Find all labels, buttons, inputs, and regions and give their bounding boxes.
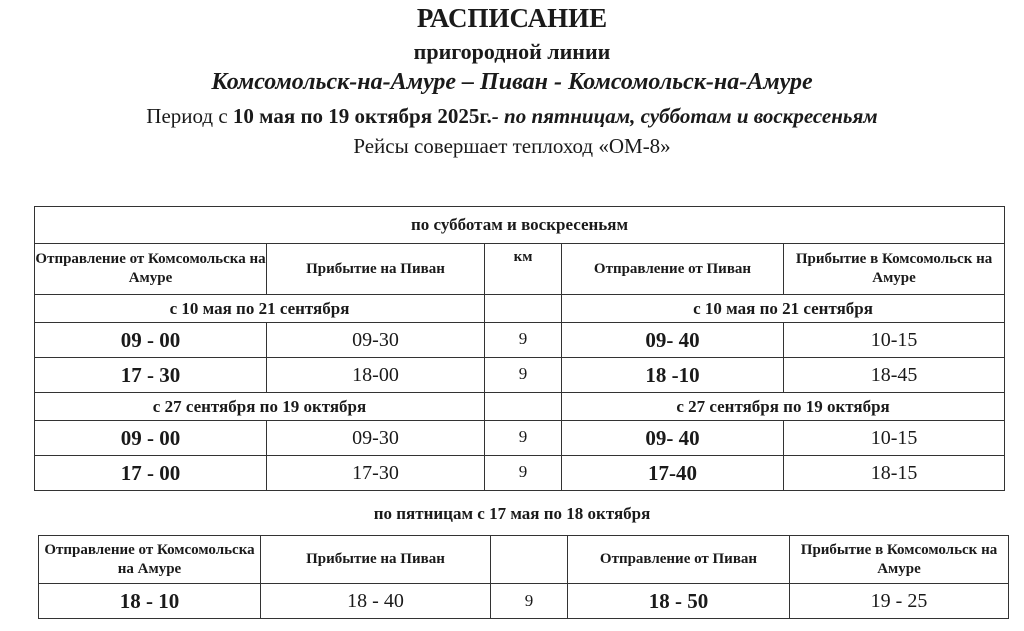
header-dep-pivan: Отправление от Пиван (562, 244, 784, 295)
km-value: 9 (485, 421, 562, 456)
arr-back-time: 10-15 (784, 323, 1005, 358)
arr-time: 17-30 (267, 456, 485, 491)
period-label-right: с 10 мая по 21 сентября (562, 295, 1005, 323)
table-row (39, 584, 1009, 619)
header-km-empty (491, 536, 568, 584)
header-arr-komsomolsk: Прибытие в Комсомольск на Амуре (784, 244, 1005, 295)
period-label-left: с 10 мая по 21 сентября (35, 295, 485, 323)
arr-time: 09-30 (267, 323, 485, 358)
table-row (35, 421, 1005, 456)
table-row (35, 323, 1005, 358)
period-spacer (485, 393, 562, 421)
period-dates: 10 мая по 19 октября 2025г. (232, 104, 492, 128)
header-arr-pivan: Прибытие на Пиван (261, 536, 491, 584)
arr-back-time: 18-15 (784, 456, 1005, 491)
period-days: - по пятницам, субботам и воскресеньям (491, 104, 878, 128)
arr-time: 18 - 40 (261, 584, 491, 619)
dep-back-time: 09- 40 (562, 421, 784, 456)
dep-time: 09 - 00 (35, 421, 267, 456)
ship-info: Рейсы совершает теплоход «ОМ-8» (353, 134, 671, 158)
km-value: 9 (485, 456, 562, 491)
header-km: км (485, 244, 562, 295)
period-spacer (485, 295, 562, 323)
km-value: 9 (485, 358, 562, 393)
page-subtitle: пригородной линии (413, 39, 611, 64)
dep-back-time: 18 -10 (562, 358, 784, 393)
arr-time: 18-00 (267, 358, 485, 393)
arr-time: 09-30 (267, 421, 485, 456)
dep-time: 17 - 00 (35, 456, 267, 491)
page-title: РАСПИСАНИЕ (416, 3, 608, 33)
km-value: 9 (491, 584, 568, 619)
period-label-right: с 27 сентября по 19 октября (562, 393, 1005, 421)
arr-back-time: 18-45 (784, 358, 1005, 393)
table-row (35, 358, 1005, 393)
dep-time: 17 - 30 (35, 358, 267, 393)
km-value: 9 (485, 323, 562, 358)
header-arr-komsomolsk: Прибытие в Комсомольск на Амуре (790, 536, 1009, 584)
arr-back-time: 19 - 25 (790, 584, 1009, 619)
dep-back-time: 18 - 50 (568, 584, 790, 619)
dep-back-time: 09- 40 (562, 323, 784, 358)
dep-back-time: 17-40 (562, 456, 784, 491)
arr-back-time: 10-15 (784, 421, 1005, 456)
route-name: Комсомольск-на-Амуре – Пиван - Комсомольск-на-Амуре (211, 69, 813, 95)
weekend-schedule-table (34, 206, 1005, 491)
dep-time: 09 - 00 (35, 323, 267, 358)
period-line (0, 102, 1024, 130)
header-dep-pivan: Отправление от Пиван (568, 536, 790, 584)
friday-table-title: по пятницам с 17 мая по 18 октября (373, 504, 651, 523)
header-arr-pivan: Прибытие на Пиван (267, 244, 485, 295)
header-dep-komsomolsk: Отправление от Комсомольска на Амуре (35, 244, 267, 295)
period-label-left: с 27 сентября по 19 октября (35, 393, 485, 421)
friday-schedule-table (38, 535, 1009, 619)
period-prefix: Период с (146, 104, 233, 128)
dep-time: 18 - 10 (39, 584, 261, 619)
weekend-table-title: по субботам и воскресеньям (35, 207, 1005, 244)
table-row (35, 456, 1005, 491)
header-dep-komsomolsk: Отправление от Комсомольска на Амуре (39, 536, 261, 584)
